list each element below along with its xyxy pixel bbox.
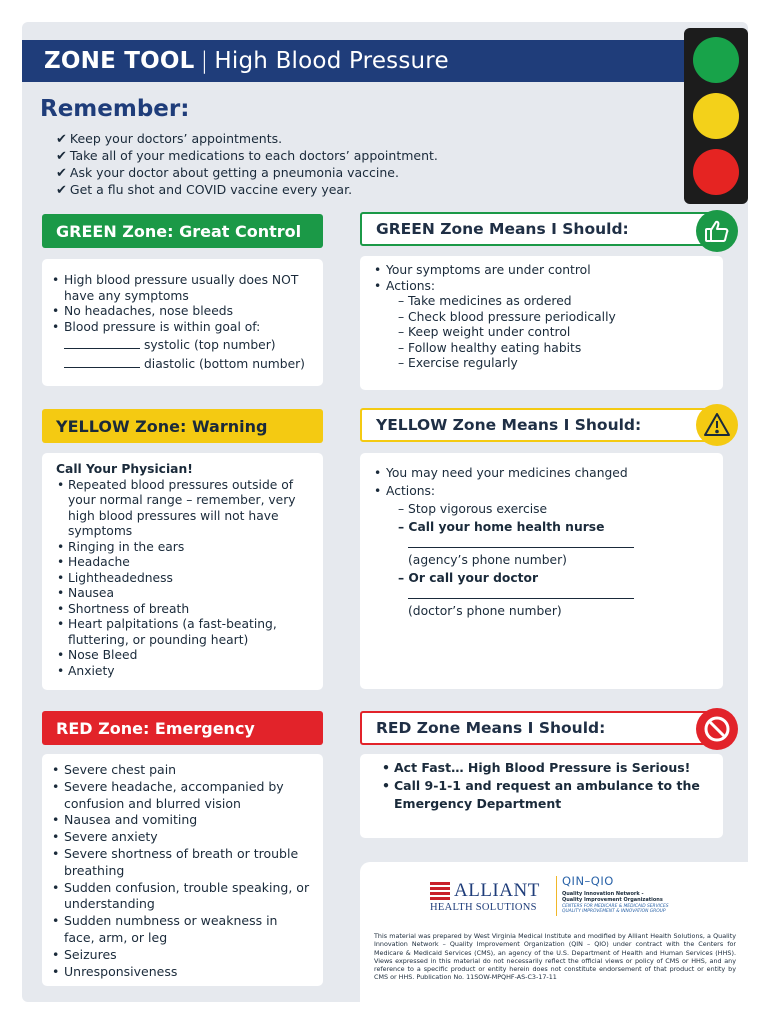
phone-label: (agency’s phone number) (408, 553, 567, 567)
action-item: – Or call your doctor (398, 571, 539, 585)
list-item: • Anxiety (57, 663, 115, 678)
footer (360, 862, 748, 1002)
goal-line: diastolic (bottom number) (64, 357, 309, 373)
warning-icon (696, 404, 738, 446)
qin-title: QIN–QIO (562, 874, 614, 888)
qin-line: CENTERS FOR MEDICARE & MEDICAID SERVICES (562, 904, 669, 909)
logo-word-1: ALLIANT (454, 880, 540, 901)
green-zone-header: GREEN Zone: Great Control (42, 214, 323, 248)
goal-line: systolic (top number) (64, 338, 309, 354)
list-item: • High blood pressure usually does NOT have any symptoms (52, 273, 299, 303)
remember-heading: Remember: (40, 96, 190, 122)
list-item: • Sudden confusion, trouble speaking, or understanding (52, 879, 310, 912)
yellow-symptoms-box (42, 453, 323, 690)
qin-line: QUALITY IMPROVEMENT & INNOVATION GROUP (562, 909, 666, 914)
red-symptoms-box (42, 754, 323, 986)
action-item: – Check blood pressure periodically (398, 309, 616, 324)
qin-line: Quality Improvement Organizations (562, 897, 663, 903)
green-symptoms-box (42, 259, 323, 386)
yellow-zone-header: YELLOW Zone: Warning (42, 409, 323, 443)
list-item: • Unresponsiveness (52, 963, 178, 979)
list-item: • Sudden numbness or weakness in face, arm, or leg (52, 913, 278, 945)
thumbs-up-icon (696, 210, 738, 252)
green-light (693, 37, 739, 83)
action-item: – Keep weight under control (398, 325, 571, 339)
action-item: – Stop vigorous exercise (398, 502, 548, 516)
title-separator: | (200, 48, 209, 74)
red-means-header: RED Zone Means I Should: (360, 711, 723, 745)
list-item: • No headaches, nose bleeds (52, 304, 233, 318)
page-title (22, 40, 702, 82)
list-item: • You may need your medicines changed (374, 466, 628, 480)
list-item: • Actions: (374, 278, 436, 293)
qin-line: Quality Innovation Network - (562, 891, 644, 897)
qin-qio-logo (562, 874, 732, 914)
list-item: • Shortness of breath (57, 601, 190, 616)
list-item: • Severe chest pain (52, 762, 177, 777)
green-means-header: GREEN Zone Means I Should: (360, 212, 723, 246)
call-physician: Call Your Physician! (56, 462, 193, 476)
red-zone-header: RED Zone: Emergency (42, 711, 323, 745)
phone-line (408, 536, 634, 548)
red-light (693, 149, 739, 195)
remember-item: ✔ Get a flu shot and COVID vaccine every year. (56, 182, 438, 199)
action-item: – Follow healthy eating habits (398, 340, 582, 355)
list-item: • Heart palpitations (a fast-beating, fluttering, or pounding heart) (57, 617, 277, 647)
flag-icon (430, 882, 450, 900)
list-item: • Lightheadedness (57, 570, 173, 585)
list-item: • Nose Bleed (57, 648, 138, 662)
list-item: • Headache (57, 555, 130, 569)
phone-line (408, 587, 634, 599)
list-item: • Seizures (52, 946, 117, 962)
logo-word-2: HEALTH SOLUTIONS (430, 902, 537, 913)
no-entry-icon (696, 708, 738, 750)
traffic-light-icon (684, 28, 748, 204)
yellow-means-header: YELLOW Zone Means I Should: (360, 408, 723, 442)
list-item: • Your symptoms are under control (374, 263, 591, 277)
remember-item: ✔ Take all of your medications to each doctors’ appointment. (56, 148, 438, 165)
disclaimer: This material was prepared by West Virginia Medical Institute and modified by Alliant Health Solutions, a Quality Innovation Network – Quality Improvement Organization (QIN – QIO) under contract with the Centers for Medicare & Medicaid Services (CMS), an agency of the U.S. Department of Health and Human Services (HHS). Views expressed in this material do not necessarily reflect the official views or policy of CMS or HHS, and any reference to a specific product or entity herein does not constitute endorsement of that product or entity by CMS or HHS. Publication No. 11SOW-MPQHF-AS-C3-17-11 (374, 932, 736, 982)
yellow-actions-box (360, 453, 723, 689)
list-item: • Call 9-1-1 and request an ambulance to the Emergency Department (382, 778, 700, 811)
yellow-light (693, 93, 739, 139)
remember-list (56, 131, 438, 199)
action-item: – Exercise regularly (398, 356, 518, 370)
list-item: • Actions: (374, 484, 436, 498)
phone-label: (doctor’s phone number) (408, 604, 562, 618)
red-actions-box (360, 754, 723, 838)
green-actions-box (360, 256, 723, 390)
action-item: – Call your home health nurse (398, 520, 605, 534)
list-item: • Ringing in the ears (57, 539, 185, 554)
remember-item: ✔ Keep your doctors’ appointments. (56, 131, 438, 148)
list-item: • Blood pressure is within goal of: (52, 319, 261, 334)
list-item: • Repeated blood pressures outside of your normal range – remember, very high blood pressures will not have symptoms (57, 477, 296, 538)
list-item: • Severe headache, accompanied by confusion and blurred vision (52, 778, 284, 811)
title-rest: High Blood Pressure (214, 48, 449, 74)
list-item: • Nausea (57, 586, 115, 600)
logo-divider (556, 876, 557, 916)
action-item: – Take medicines as ordered (398, 294, 572, 308)
title-bold: ZONE TOOL (44, 48, 195, 74)
alliant-logo (430, 880, 560, 914)
list-item: • Nausea and vomiting (52, 812, 198, 828)
list-item: • Act Fast… High Blood Pressure is Serious! (382, 760, 691, 775)
list-item: • Severe anxiety (52, 829, 158, 845)
remember-item: ✔ Ask your doctor about getting a pneumonia vaccine. (56, 165, 438, 182)
list-item: • Severe shortness of breath or trouble breathing (52, 845, 299, 878)
